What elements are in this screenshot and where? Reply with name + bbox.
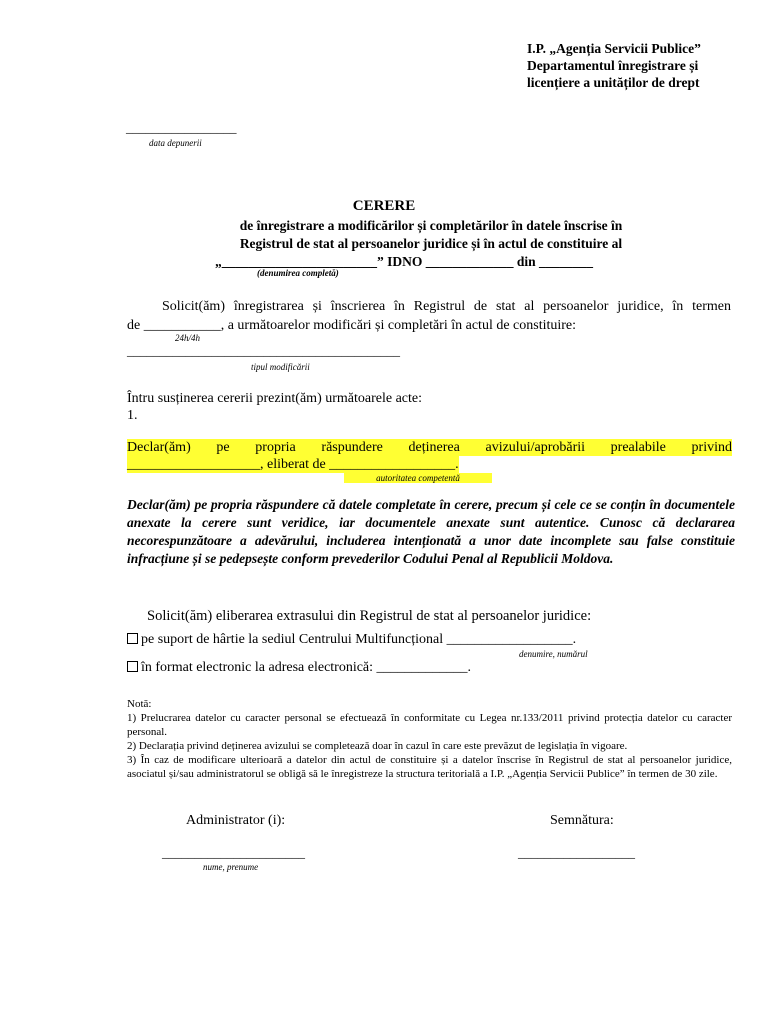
request-line-2: de ___________, a următoarelor modificări și completări în actul de constituire: [127,318,577,333]
addressee-line-3: licențiere a unităților de drept [527,75,700,90]
addressee-line-1: I.P. „Agenția Servicii Publice” [527,41,701,56]
modification-type-line: __________________________________________ [127,343,400,358]
term-caption: 24h/4h [175,333,201,343]
notes-block [127,697,732,781]
paper-extract-checkbox[interactable] [127,633,138,644]
note-2: 2) Declarația privind deținerea avizului se completează doar în cazul în care este prevăzut de legislația în vigoare. [127,740,628,752]
submission-date-line: _________________ [126,120,237,135]
paper-extract-label: pe suport de hârtie la sediul Centrului Multifuncțional __________________. [141,632,577,647]
note-1: 1) Prelucrarea datelor cu caracter personal se efectuează în conformitate cu Legea nr.133/2011 privind protecția datelor cu caracter personal. [127,712,732,738]
extract-option-electronic [127,660,471,676]
supporting-acts-intro: Întru susținerea cererii prezint(ăm) următoarele acte: [127,391,423,406]
veracity-declaration: Declar(ăm) pe propria răspundere că datele completate în cerere, precum și cele ce se conțin în documentele anexate la cerere sunt veridice, iar documentele anexate sunt autentice. Cunosc că declararea necorespunzătoare a adevărului, includerea intenționată a unor date incomplete sau false constituie infracțiune și se pedepsește conform prevederilor Codului Penal al Republicii Moldova. [127,497,735,566]
modification-type-caption: tipul modificării [251,362,310,372]
title-subline-1: de înregistrare a modificărilor și completărilor în datele înscrise în [239,218,623,233]
electronic-extract-checkbox[interactable] [127,661,138,672]
signature-line: __________________ [518,845,635,860]
title-subline-2: Registrul de stat al persoanelor juridice și în actul de constituire al [239,236,623,251]
addressee-block [527,40,762,91]
extract-request-title: Solicit(ăm) eliberarea extrasului din Registrul de stat al persoanelor juridice: [147,608,592,624]
administrator-name-line: ______________________ [162,845,305,860]
note-3: 3) În caz de modificare ulterioară a datelor din actul de constituire și a datelor înscrise în Registrul de stat al persoanelor juridice, asociatul și/sau administratorul se obligă să le înregistreze la structura teritorială a I.P. „Agenția Servicii Publice” în termen de 30 zile. [127,754,732,780]
signature-label: Semnătura: [550,813,614,828]
company-name-caption: (denumirea completă) [257,268,339,278]
extract-option-paper [127,632,576,648]
title-subline-3: „_______________________” IDNO _____________ din ________ [215,254,594,269]
administrator-name-caption: nume, prenume [203,862,259,872]
approval-declaration-line-1: Declar(ăm) pe propria răspundere deținerea avizului/aprobării prealabile privind [127,440,732,455]
notes-title: Notă: [127,698,152,710]
addressee-line-2: Departamentul înregistrare și [527,58,699,73]
supporting-acts-item-1: 1. [127,408,138,423]
competent-authority-caption: autoritatea competentă [344,473,492,483]
administrator-label: Administrator (i): [186,813,286,828]
electronic-extract-label: în format electronic la adresa electronică: _____________. [141,660,472,675]
document-title: CERERE [352,198,416,214]
approval-declaration-line-2: ___________________, eliberat de __________________. [127,457,459,472]
request-line-1: Solicit(ăm) înregistrarea și înscrierea în Registrul de stat al persoanelor juridice, în termen [162,299,731,314]
submission-date-caption: data depunerii [149,138,202,148]
center-name-caption: denumire, numărul [519,649,588,659]
